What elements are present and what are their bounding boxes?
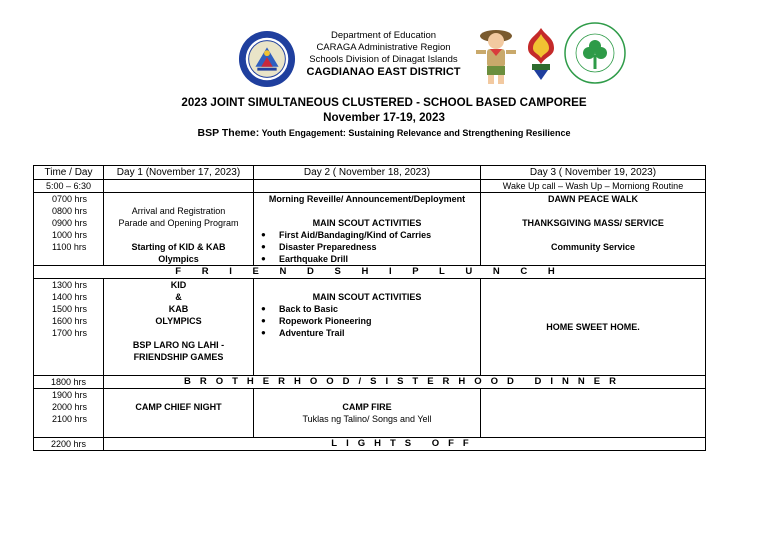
time-slot: 2100 hrs — [52, 414, 88, 424]
day1-cell — [104, 193, 254, 266]
header-day2: Day 2 ( November 18, 2023) — [254, 166, 481, 180]
time-slot: 0800 hrs — [52, 206, 88, 216]
kab-text: KAB — [168, 304, 189, 314]
page-title: 2023 JOINT SIMULTANEOUS CLUSTERED - SCHOOL BASED CAMPOREE — [181, 96, 587, 109]
peace-walk-text: DAWN PEACE WALK — [548, 194, 638, 204]
camp-chief-night-text: CAMP CHIEF NIGHT — [135, 402, 222, 412]
bsp-emblem-icon — [524, 26, 558, 82]
list-item: ● Back to Basic — [257, 303, 477, 315]
division-name: Schools Division of Dinagat Islands — [309, 54, 458, 65]
day1-cell — [104, 279, 254, 376]
lights-off-row — [34, 438, 706, 451]
time-slot: 0900 hrs — [52, 218, 88, 228]
reveille-text: Morning Reveille/ Announcement/Deployment — [268, 194, 466, 204]
dinner-text: BROTHERHOOD/SISTERHOOD DINNER — [104, 376, 706, 389]
title-block — [0, 96, 768, 140]
dept-name: Department of Education — [330, 30, 437, 41]
day2-cell — [254, 389, 481, 438]
kid-text: KID — [170, 280, 187, 290]
table-row — [34, 279, 706, 376]
table-row — [34, 180, 706, 193]
table-row — [34, 389, 706, 438]
time-slot: 0700 hrs — [52, 194, 88, 204]
schedule-table — [33, 165, 706, 451]
lunch-text: F R I E N D S H I P L U N C H — [34, 266, 706, 279]
starting-text: Starting of KID & KAB — [131, 242, 226, 252]
time-cell: 2200 hrs — [34, 438, 104, 451]
table-row — [34, 193, 706, 266]
time-slot: 1400 hrs — [52, 292, 88, 302]
thanksgiving-text: THANKSGIVING MASS/ SERVICE — [522, 218, 664, 228]
table-header-row — [34, 166, 706, 180]
day3-cell — [481, 193, 706, 266]
lights-off-text: LIGHTS OFF — [104, 438, 706, 451]
list-item: ● Disaster Preparedness — [257, 241, 477, 253]
deped-seal-icon — [238, 30, 296, 88]
time-slot: 1500 hrs — [52, 304, 88, 314]
time-cell — [34, 389, 104, 438]
parade-text: Parade and Opening Program — [118, 218, 239, 228]
olympics-text: OLYMPICS — [155, 316, 202, 326]
header-text — [296, 30, 471, 78]
day3-cell: Wake Up call – Wash Up – Morniong Routine — [481, 180, 706, 193]
tuklas-text: Tuklas ng Talino/ Songs and Yell — [302, 414, 432, 424]
lunch-row — [34, 266, 706, 279]
district-name: CAGDIANAO EAST DISTRICT — [306, 66, 461, 78]
main-activities-heading: MAIN SCOUT ACTIVITIES — [312, 292, 422, 302]
time-slot: 2000 hrs — [52, 402, 88, 412]
camp-fire-text: CAMP FIRE — [342, 402, 392, 412]
theme-line — [0, 127, 768, 140]
header-day1: Day 1 (November 17, 2023) — [104, 166, 254, 180]
olympics-text: Olympics — [158, 254, 199, 264]
dinner-row — [34, 376, 706, 389]
amp-text: & — [175, 292, 182, 302]
day3-cell: HOME SWEET HOME. — [481, 279, 706, 376]
laro-text: BSP LARO NG LAHI - — [132, 340, 225, 350]
arrival-text: Arrival and Registration — [131, 206, 226, 216]
time-cell — [34, 279, 104, 376]
scout-figure-icon — [468, 24, 524, 86]
list-item: ● Ropework Pioneering — [257, 315, 477, 327]
time-slot: 1300 hrs — [52, 280, 88, 290]
time-slot: 1100 hrs — [52, 242, 87, 252]
time-slot: 1900 hrs — [52, 390, 88, 400]
list-item: ● Earthquake Drill — [257, 253, 477, 265]
day2-cell — [254, 279, 481, 376]
time-cell: 1800 hrs — [34, 376, 104, 389]
header-time-day: Time / Day — [34, 166, 104, 180]
day1-cell — [104, 180, 254, 193]
region-name: CARAGA Administrative Region — [316, 42, 451, 53]
theme-text: Youth Engagement: Sustaining Relevance and Strengthening Resilience — [261, 128, 571, 138]
time-cell — [34, 193, 104, 266]
day1-cell — [104, 389, 254, 438]
list-item: ● Adventure Trail — [257, 327, 477, 339]
time-slot: 1000 hrs — [52, 230, 88, 240]
list-item: ● First Aid/Bandaging/Kind of Carries — [257, 229, 477, 241]
main-activities-heading: MAIN SCOUT ACTIVITIES — [312, 218, 422, 228]
time-slot: 1700 hrs — [52, 328, 88, 338]
theme-label: BSP Theme: — [197, 127, 260, 139]
friendship-games-text: FRIENDSHIP GAMES — [133, 352, 224, 362]
time-slot: 1600 hrs — [52, 316, 88, 326]
time-cell: 5:00 – 6:30 — [34, 180, 104, 193]
event-dates: November 17-19, 2023 — [323, 111, 445, 124]
day2-cell — [254, 180, 481, 193]
gsp-logo-icon — [564, 22, 626, 84]
header-day3: Day 3 ( November 19, 2023) — [481, 166, 706, 180]
community-service-text: Community Service — [550, 242, 636, 252]
day3-cell — [481, 389, 706, 438]
day2-cell — [254, 193, 481, 266]
